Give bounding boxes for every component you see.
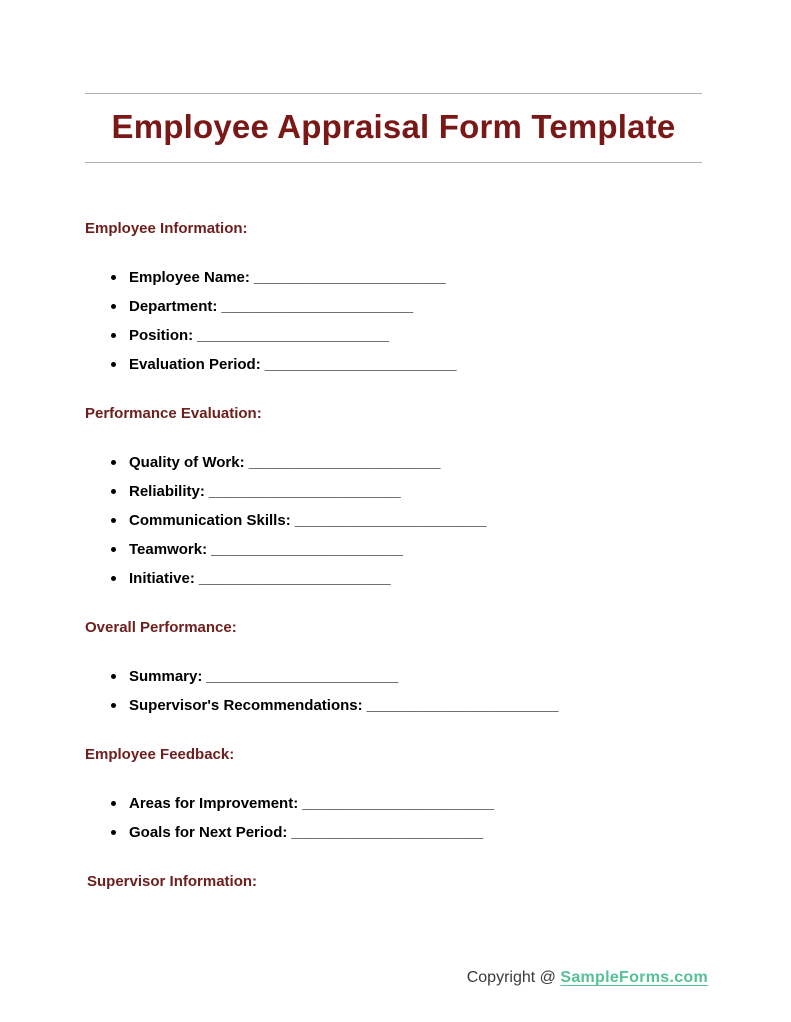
bullet-icon xyxy=(111,333,116,338)
footer-link[interactable]: SampleForms.com xyxy=(560,969,708,986)
form-body xyxy=(85,219,702,891)
item-blank-line: _______________________ xyxy=(291,824,484,841)
item-label: Supervisor's Recommendations: xyxy=(129,697,363,714)
bullet-icon xyxy=(111,304,116,309)
list-item xyxy=(111,789,702,818)
list-item xyxy=(111,263,702,292)
bullet-list xyxy=(85,263,702,379)
item-blank-line: _______________________ xyxy=(221,298,414,315)
bullet-icon xyxy=(111,275,116,280)
section-heading: Supervisor Information: xyxy=(87,873,258,890)
item-blank-line: _______________________ xyxy=(197,327,390,344)
list-item xyxy=(111,818,702,847)
item-label: Reliability: xyxy=(129,483,205,500)
item-label: Communication Skills: xyxy=(129,512,291,529)
item-label: Areas for Improvement: xyxy=(129,795,299,812)
list-item xyxy=(111,321,702,350)
section-employee-feedback xyxy=(85,745,702,847)
section-heading: Employee Feedback: xyxy=(85,746,235,763)
item-blank-line: _______________________ xyxy=(302,795,495,812)
title-divider-top xyxy=(85,93,702,94)
page-footer xyxy=(85,967,708,989)
item-blank-line: _______________________ xyxy=(253,269,446,286)
section-heading: Overall Performance: xyxy=(85,619,237,636)
item-label: Department: xyxy=(129,298,218,315)
item-blank-line: _______________________ xyxy=(206,668,399,685)
item-label: Summary: xyxy=(129,668,203,685)
section-heading: Performance Evaluation: xyxy=(85,405,262,422)
section-heading: Employee Information: xyxy=(85,220,248,237)
bullet-icon xyxy=(111,830,116,835)
item-label: Teamwork: xyxy=(129,541,208,558)
section-employee-information xyxy=(85,219,702,379)
list-item xyxy=(111,662,702,691)
item-blank-line: _______________________ xyxy=(264,356,457,373)
bullet-icon xyxy=(111,576,116,581)
bullet-icon xyxy=(111,801,116,806)
item-label: Position: xyxy=(129,327,194,344)
list-item xyxy=(111,477,702,506)
bullet-list xyxy=(85,448,702,593)
list-item xyxy=(111,691,702,720)
list-item xyxy=(111,564,702,593)
bullet-icon xyxy=(111,489,116,494)
list-item xyxy=(111,292,702,321)
list-item xyxy=(111,506,702,535)
bullet-icon xyxy=(111,518,116,523)
item-blank-line: _______________________ xyxy=(198,570,391,587)
item-label: Quality of Work: xyxy=(129,454,245,471)
section-performance-evaluation xyxy=(85,404,702,593)
bullet-list xyxy=(85,789,702,847)
page-title: Employee Appraisal Form Template xyxy=(111,108,676,145)
title-divider-bottom xyxy=(85,162,702,163)
list-item xyxy=(111,448,702,477)
item-blank-line: _______________________ xyxy=(294,512,487,529)
title-block xyxy=(85,93,702,163)
section-overall-performance xyxy=(85,618,702,720)
bullet-icon xyxy=(111,547,116,552)
bullet-icon xyxy=(111,362,116,367)
bullet-icon xyxy=(111,460,116,465)
item-label: Goals for Next Period: xyxy=(129,824,288,841)
item-blank-line: _______________________ xyxy=(366,697,559,714)
section-supervisor-information xyxy=(87,872,702,891)
item-blank-line: _______________________ xyxy=(211,541,403,558)
item-label: Initiative: xyxy=(129,570,195,587)
item-label: Employee Name: xyxy=(129,269,250,286)
bullet-icon xyxy=(111,703,116,708)
item-label: Evaluation Period: xyxy=(129,356,261,373)
copyright-text: Copyright @ xyxy=(466,969,556,986)
list-item xyxy=(111,535,702,564)
item-blank-line: _______________________ xyxy=(248,454,441,471)
list-item xyxy=(111,350,702,379)
item-blank-line: _______________________ xyxy=(208,483,401,500)
bullet-icon xyxy=(111,674,116,679)
bullet-list xyxy=(85,662,702,720)
